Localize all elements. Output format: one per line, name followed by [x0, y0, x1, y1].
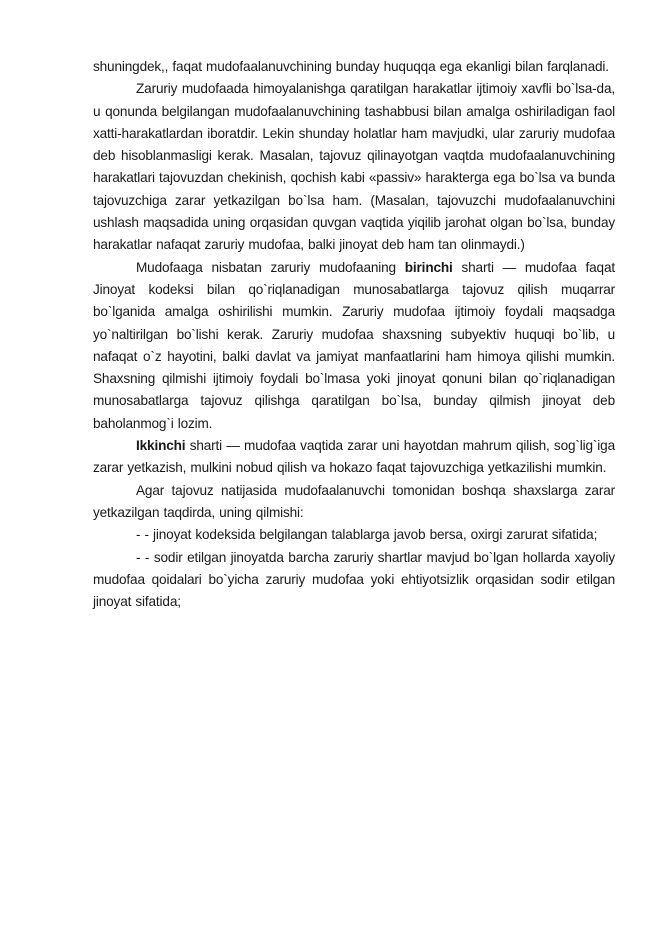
- paragraph-3: [93, 257, 615, 435]
- list-item-2: - - sodir etilgan jinoyatda barcha zaruriy shartlar mavjud bo`lgan hollarda xayoliy mudofaa qoidalari bo`yicha zaruriy mudofaa yoki ehtiyotsizlik orqasidan sodir etilgan jinoyat sifatida;: [93, 549, 615, 610]
- paragraph-1: shuningdek,, faqat mudofaalanuvchining bunday huquqqa ega ekanligi bilan farqlanadi.: [93, 59, 609, 74]
- term-birinchi: birinchi: [404, 259, 453, 275]
- document-page: [93, 56, 615, 613]
- paragraph-3-body: sharti — mudofaa faqat Jinoyat kodeksi bilan qo`riqlanadigan munosabatlarga tajovuz qilish muqarrar bo`lganida amalga oshirilishi mumkin. Zaruriy mudofaa ijtimoiy foydali maqsadga yo`naltirilgan bo`lishi kerak. Zaruriy mudofaa shaxsning subyektiv huquqi bo`lib, u nafaqat o`z hayotini, balki davlat va jamiyat manfaatlarini ham himoya qilishi mumkin. Shaxsning qilmishi ijtimoiy foydali bo`lmasa yoki jinoyat qonuni bilan qo`riqlanadigan munosabatlarga tajovuz qilishga qaratilgan bo`lsa, bunday qilmish jinoyat deb baholanmog`i lozim.: [93, 259, 615, 431]
- paragraph-4-body: sharti — mudofaa vaqtida zarar uni hayotdan mahrum qilish, sog`lig`iga zarar yetkazish, mulkini nobud qilish va hokazo faqat tajovuzchiga yetkazilishi mumkin.: [93, 438, 615, 476]
- paragraph-3-lead: Mudofaaga nisbatan zaruriy mudofaaning: [136, 259, 405, 275]
- paragraph-4: [93, 435, 615, 480]
- term-ikkinchi: Ikkinchi: [136, 438, 186, 454]
- paragraph-5: Agar tajovuz natijasida mudofaalanuvchi tomonidan boshqa shaxslarga zarar yetkazilgan taqdirda, uning qilmishi:: [93, 482, 615, 520]
- paragraph-2: Zaruriy mudofaada himoyalanishga qaratilgan harakatlar ijtimoiy xavfli bo`lsa-da, u qonunda belgilangan mudofaalanuvchining tashabbusi bilan amalga oshiriladigan faol xatti-harakatlardan iboratdir. Lekin shunday holatlar ham mavjudki, ular zaruriy mudofaa deb hisoblanmasligi kerak. Masalan, tajovuz qilinayotgan vaqtda mudofaalanuvchining harakatlari tajovuzdan chekinish, qochish kabi «passiv» harakterga ega bo`lsa va bunda tajovuzchiga zarar yetkazilgan bo`lsa ham. (Masalan, tajovuzchi mudofaalanuvchini ushlash maqsadida uning orqasidan quvgan vaqtida yiqilib jarohat olgan bo`lsa, bunday harakatlar nafaqat zaruriy mudofaa, balki jinoyat deb ham tan olinmaydi.): [93, 81, 615, 253]
- list-item-1: - - jinoyat kodeksida belgilangan talablarga javob bersa, oxirgi zarurat sifatida;: [136, 527, 598, 543]
